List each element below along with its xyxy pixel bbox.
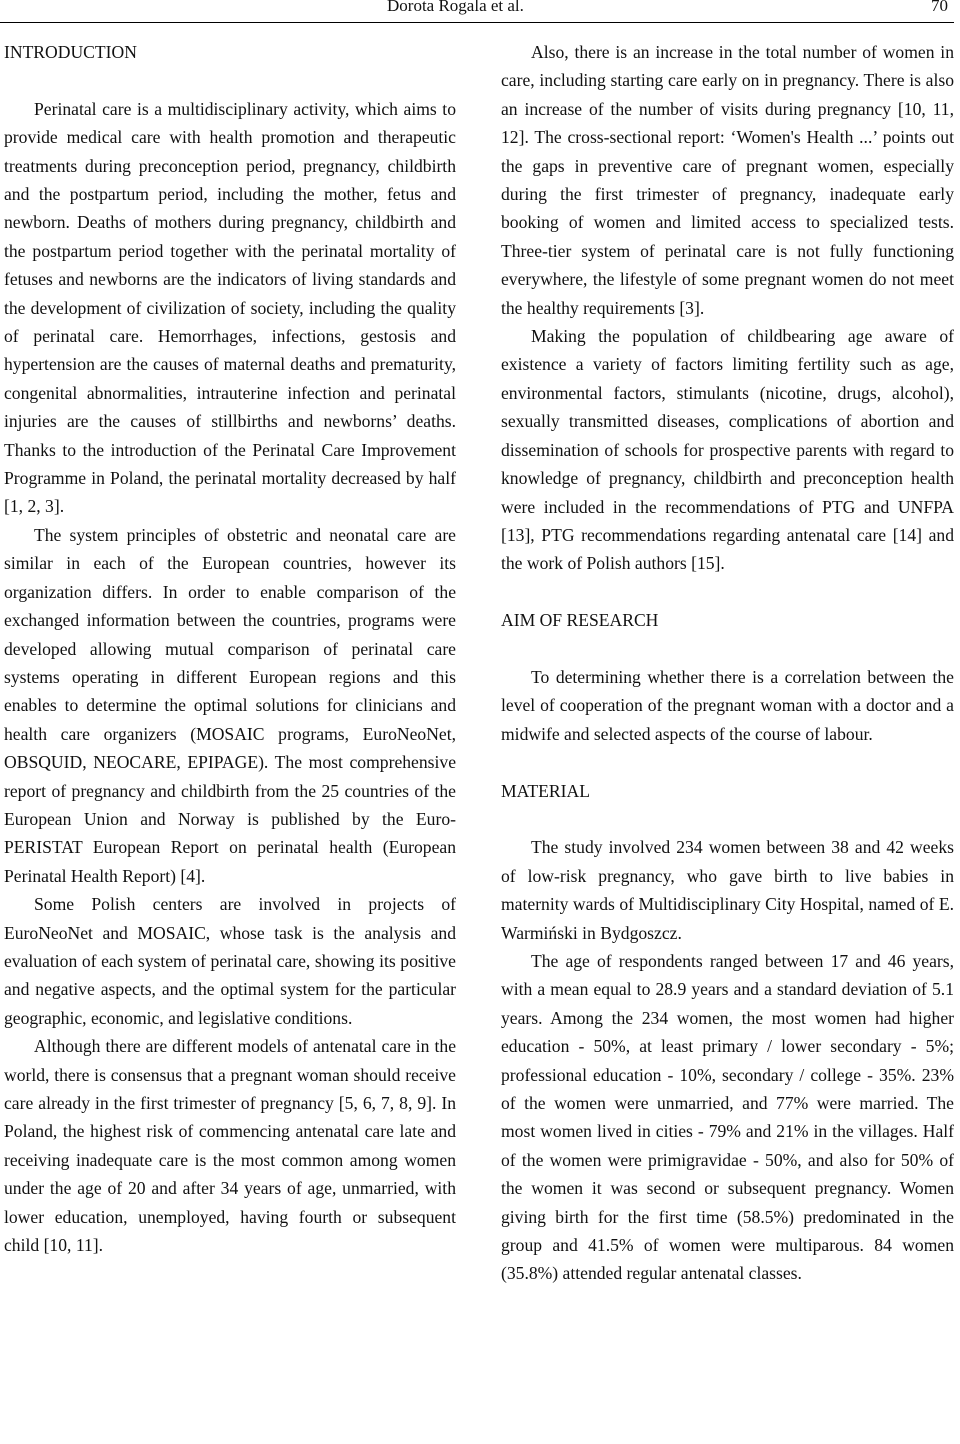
spacer xyxy=(501,578,954,606)
paragraph: Also, there is an increase in the total number of women in care, including starting care early on in pregnancy. There is also an increase of the number of visits during pregnancy [10, 11, 12]. The cross-sectional report: ‘Women's Health ...’ points out the gaps in preventive care of pregnant women, especially during the first trimester of pregnancy, inadequate early booking of women and limited access to specialized tests. Three-tier system of perinatal care is not fully functioning everywhere, the lifestyle of some pregnant women do not meet the healthy requirements [3]. xyxy=(501,42,954,318)
spacer xyxy=(501,748,954,776)
paragraph: Perinatal care is a multidisciplinary activity, which aims to provide medical care with health promotion and therapeutic treatments during preconception period, pregnancy, childbirth and the postpartum period, including the mother, fetus and newborn. Deaths of mothers during pregnancy, childbirth and the postpartum period together with the perinatal mortality of fetuses and newborns are the indicators of living standards and the development of civilization of society, including the quality of perinatal care. Hemorrhages, infections, gestosis and hypertension are the causes of maternal deaths and prematurity, congenital abnormalities, intrauterine infection and perinatal injuries are the causes of stillbirths and newborns’ deaths. Thanks to the introduction of the Perinatal Care Improvement Programme in Poland, the perinatal mortality decreased by half [1, 2, 3]. xyxy=(4,98,456,517)
section-title-material: MATERIAL xyxy=(501,780,590,801)
section-title-introduction: INTRODUCTION xyxy=(4,42,137,62)
section-title-aim: AIM OF RESEARCH xyxy=(501,610,659,631)
left-column xyxy=(4,38,456,1259)
spacer xyxy=(501,635,954,663)
page-number: 70 xyxy=(931,0,948,15)
paragraph: Although there are different models of antenatal care in the world, there is consensus that a pregnant woman should receive care already in the first trimester of pregnancy [5, 6, 7, 8, 9]. In Poland, the highest risk of commencing antenatal care late and receiving inadequate care is the most common among women under the age of 20 and after 34 years of age, unmarried, with lower education, unemployed, having fourth or subsequent child [10, 11]. xyxy=(4,1036,456,1256)
spacer xyxy=(501,805,954,833)
spacer xyxy=(4,66,456,94)
paragraph: To determining whether there is a correlation between the level of cooperation of the pregnant woman with a doctor and a midwife and selected aspects of the course of labour. xyxy=(501,666,954,744)
running-head-author: Dorota Rogala et al. xyxy=(387,0,524,15)
paragraph: Some Polish centers are involved in projects of EuroNeoNet and MOSAIC, whose task is the analysis and evaluation of each system of perinatal care, showing its positive and negative aspects, and the optimal system for the particular geographic, economic, and legislative conditions. xyxy=(4,894,456,1028)
running-head xyxy=(0,0,954,23)
right-column xyxy=(501,38,954,1288)
paragraph: Making the population of childbearing age aware of existence a variety of factors limiting fertility such as age, environmental factors, stimulants (nicotine, drugs, alcohol), sexually transmitted diseases, complications of abortion and dissemination of schools for prospective parents with regard to knowledge of pregnancy, childbirth and preconception health were included in the recommendations of PTG and UNFPA [13], PTG recommendations regarding antenatal care [14] and the work of Polish authors [15]. xyxy=(501,326,954,574)
paragraph: The age of respondents ranged between 17 and 46 years, with a mean equal to 28.9 years and a standard deviation of 5.1 years. Among the 234 women, the most women had higher education - 50%, at least primary / lower secondary - 5%; professional education - 10%, secondary / college - 35%. 23% of the women were unmarried, and 77% were married. The most women lived in cities - 79% and 21% in the villages. Half of the women were primigravidae - 50%, and also for 50% of the women it was second or subsequent pregnancy. Women giving birth for the first time (58.5%) predominated in the group and 41.5% of women were multiparous. 84 women (35.8%) attended regular antenatal classes. xyxy=(501,950,954,1284)
paragraph: The study involved 234 women between 38 and 42 weeks of low-risk pregnancy, who gave birth to live babies in maternity wards of Multidisciplinary City Hospital, named of E. Warmiński in Bydgoszcz. xyxy=(501,837,954,943)
paragraph: The system principles of obstetric and neonatal care are similar in each of the European countries, however its organization differs. In order to enable comparison of the exchanged information between the countries, programs were developed allowing mutual comparison of perinatal care systems operating in different European regions and this enables to determine the optimal solutions for clinicians and health care organizers (MOSAIC programs, EuroNeoNet, OBSQUID, NEOCARE, EPIPAGE). The most comprehensive report of pregnancy and childbirth from the 25 countries of the European Union and Norway is published by the Euro-PERISTAT European Report on perinatal health (European Perinatal Health Report) [4]. xyxy=(4,524,456,886)
